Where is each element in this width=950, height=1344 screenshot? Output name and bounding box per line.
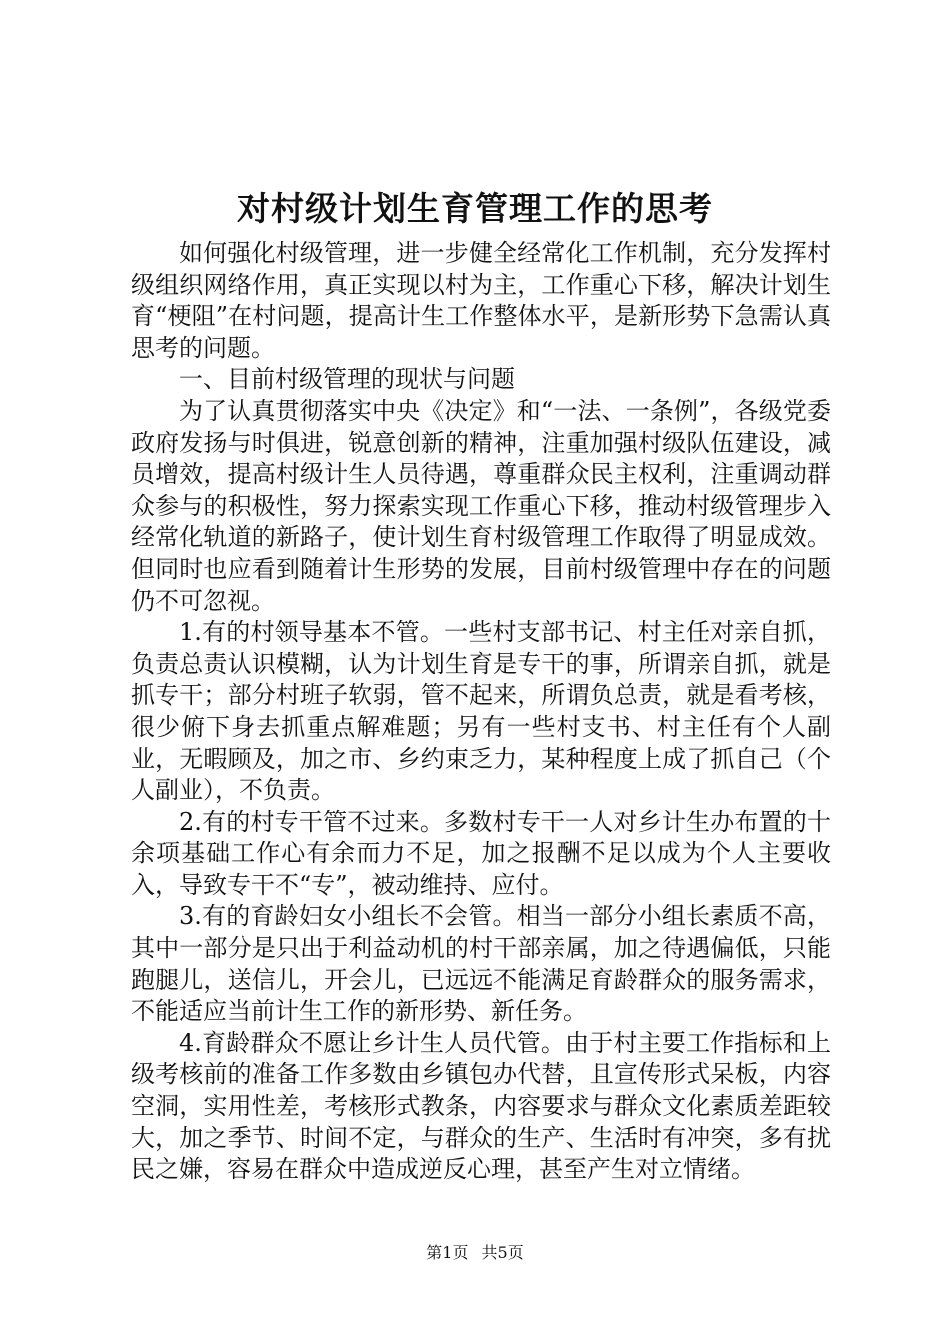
document-body — [131, 238, 831, 1186]
list-item-1: 1.有的村领导基本不管。一些村支部书记、村主任对亲自抓，负责总责认识模糊，认为计划生育是专干的事，所谓亲自抓，就是抓专干；部分村班子软弱，管不起来，所谓负总责，就是看考核，很少俯下身去抓重点解难题；另有一些村支书、村主任有个人副业，无暇顾及，加之市、乡约束乏力，某种程度上成了抓自己（个人副业），不负责。 — [131, 618, 831, 805]
list-item-4: 4.育龄群众不愿让乡计生人员代管。由于村主要工作指标和上级考核前的准备工作多数由乡镇包办代替，且宣传形式呆板，内容空洞，实用性差，考核形式教条，内容要求与群众文化素质差距较大，加之季节、时间不定，与群众的生产、生活时有冲突，多有扰民之嫌，容易在群众中造成逆反心理，甚至产生对立情绪。 — [131, 1028, 831, 1184]
list-item-2: 2.有的村专干管不过来。多数村专干一人对乡计生办布置的十余项基础工作心有余而力不足，加之报酬不足以成为个人主要收入，导致专干不“专”，被动维持、应付。 — [131, 807, 831, 899]
page-footer — [0, 1242, 950, 1264]
list-item-3: 3.有的育龄妇女小组长不会管。相当一部分小组长素质不高，其中一部分是只出于利益动机的村干部亲属，加之待遇偏低，只能跑腿儿，送信儿，开会儿，已远远不能满足育龄群众的服务需求，不能适应当前计生工作的新形势、新任务。 — [131, 902, 831, 1026]
intro-paragraph: 如何强化村级管理，进一步健全经常化工作机制，充分发挥村级组织网络作用，真正实现以村为主，工作重心下移，解决计划生育“梗阻”在村问题，提高计生工作整体水平，是新形势下急需认真思考的问题。 — [131, 239, 831, 362]
body-paragraph: 为了认真贯彻落实中央《决定》和“一法、一条例”，各级党委政府发扬与时俱进，锐意创新的精神，注重加强村级队伍建设，减员增效，提高村级计生人员待遇，尊重群众民主权利，注重调动群众参与的积极性，努力探索实现工作重心下移，推动村级管理步入经常化轨道的新路子，使计划生育村级管理工作取得了明显成效。但同时也应看到随着计生形势的发展，目前村级管理中存在的问题仍不可忽视。 — [131, 396, 831, 615]
section-heading: 一、目前村级管理的现状与问题 — [179, 365, 515, 394]
document-title: 对村级计划生育管理工作的思考 — [237, 189, 713, 228]
page-number: 第1页 — [426, 1243, 469, 1262]
page-total: 共5页 — [481, 1243, 524, 1262]
